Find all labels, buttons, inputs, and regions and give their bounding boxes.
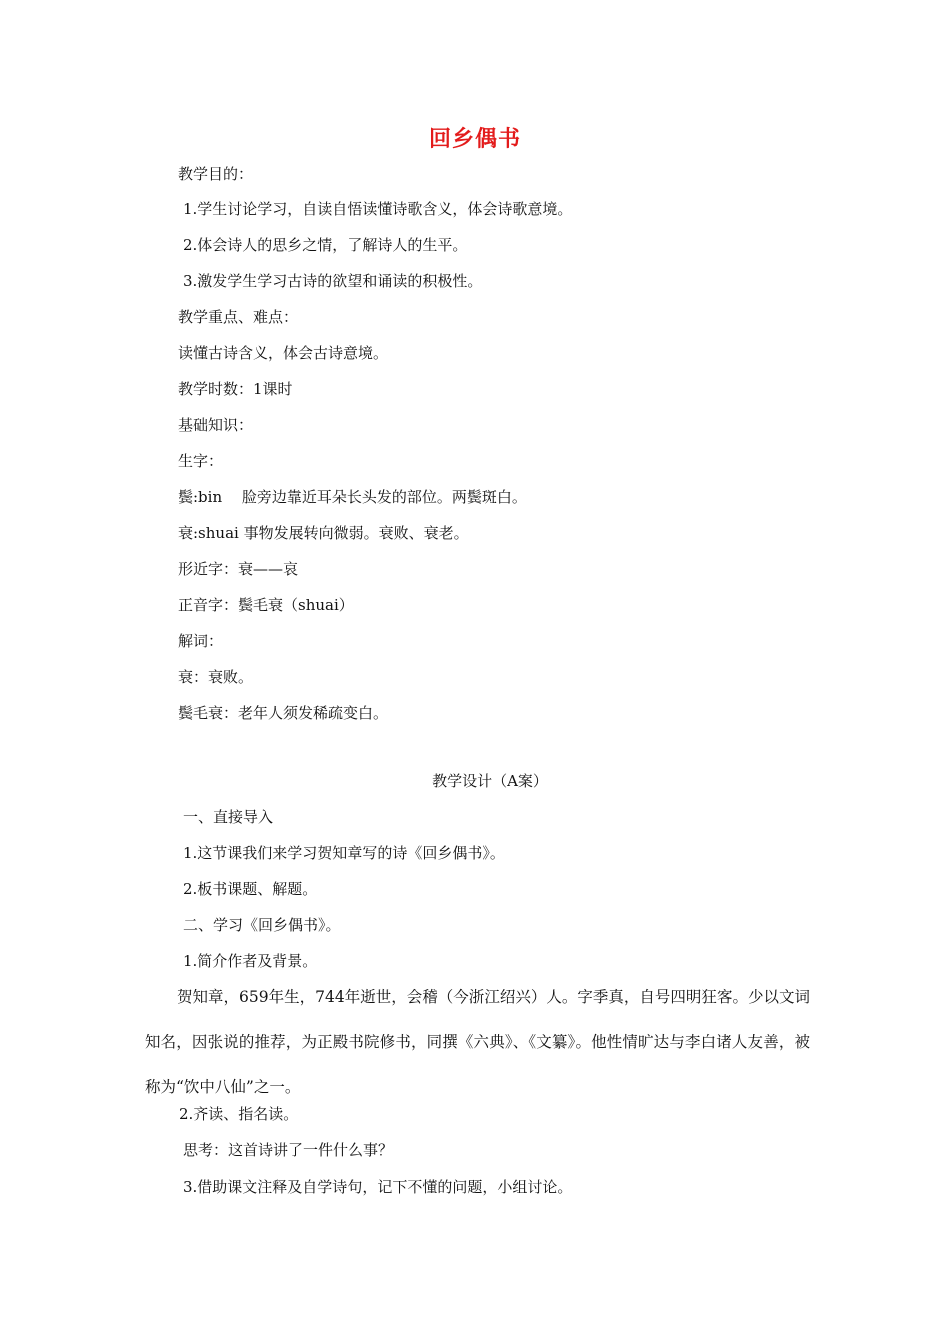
- part2-item-2: 2.齐读、指名读。: [179, 1105, 299, 1123]
- teaching-hours: 教学时数：1课时: [178, 380, 293, 398]
- objectives-heading: 教学目的：: [178, 165, 254, 183]
- design-heading: 教学设计（A案）: [432, 772, 548, 790]
- basics-heading: 基础知识：: [178, 416, 254, 434]
- think-question: 思考：这首诗讲了一件什么事？: [183, 1141, 394, 1159]
- new-char-2: 衰:shuai 事物发展转向微弱。衰败、衰老。: [178, 524, 469, 542]
- page-title: 回乡偶书: [428, 127, 521, 152]
- key-points-heading: 教学重点、难点：: [178, 308, 299, 326]
- words-heading: 解词：: [178, 632, 224, 650]
- objective-item-1: 1.学生讨论学习，自读自悟读懂诗歌含义，体会诗歌意境。: [183, 200, 573, 218]
- objective-item-2: 2.体会诗人的思乡之情，了解诗人的生平。: [183, 236, 468, 254]
- part1-item-2: 2.板书课题、解题。: [183, 880, 318, 898]
- part2-item-1: 1.简介作者及背景。: [183, 952, 318, 970]
- key-points-text: 读懂古诗含义，体会古诗意境。: [178, 344, 389, 362]
- new-char-1: 鬓:bin 脸旁边靠近耳朵长头发的部位。两鬓斑白。: [178, 488, 527, 506]
- word-1: 衰：衰败。: [178, 668, 254, 686]
- part1-item-1: 1.这节课我们来学习贺知章写的诗《回乡偶书》。: [183, 844, 505, 862]
- part1-heading: 一、直接导入: [183, 808, 274, 826]
- similar-chars: 形近字：衰——哀: [178, 560, 299, 578]
- pronunciation-chars: 正音字：鬓毛衰（shuai）: [178, 596, 354, 614]
- objective-item-3: 3.激发学生学习古诗的欲望和诵读的积极性。: [183, 272, 483, 290]
- new-chars-heading: 生字：: [178, 452, 224, 470]
- part2-item-3: 3.借助课文注释及自学诗句，记下不懂的问题，小组讨论。: [183, 1178, 573, 1196]
- author-paragraph: 贺知章，659年生，744年逝世，会稽（今浙江绍兴）人。字季真，自号四明狂客。少以文词知名，因张说的推荐，为正殿书院修书，同撰《六典》、《文纂》。他性情旷达与李白诸人友善，被称为“饮中八仙”之一。: [145, 988, 810, 1096]
- part2-heading: 二、学习《回乡偶书》。: [183, 916, 341, 934]
- word-2: 鬓毛衰：老年人须发稀疏变白。: [178, 704, 389, 722]
